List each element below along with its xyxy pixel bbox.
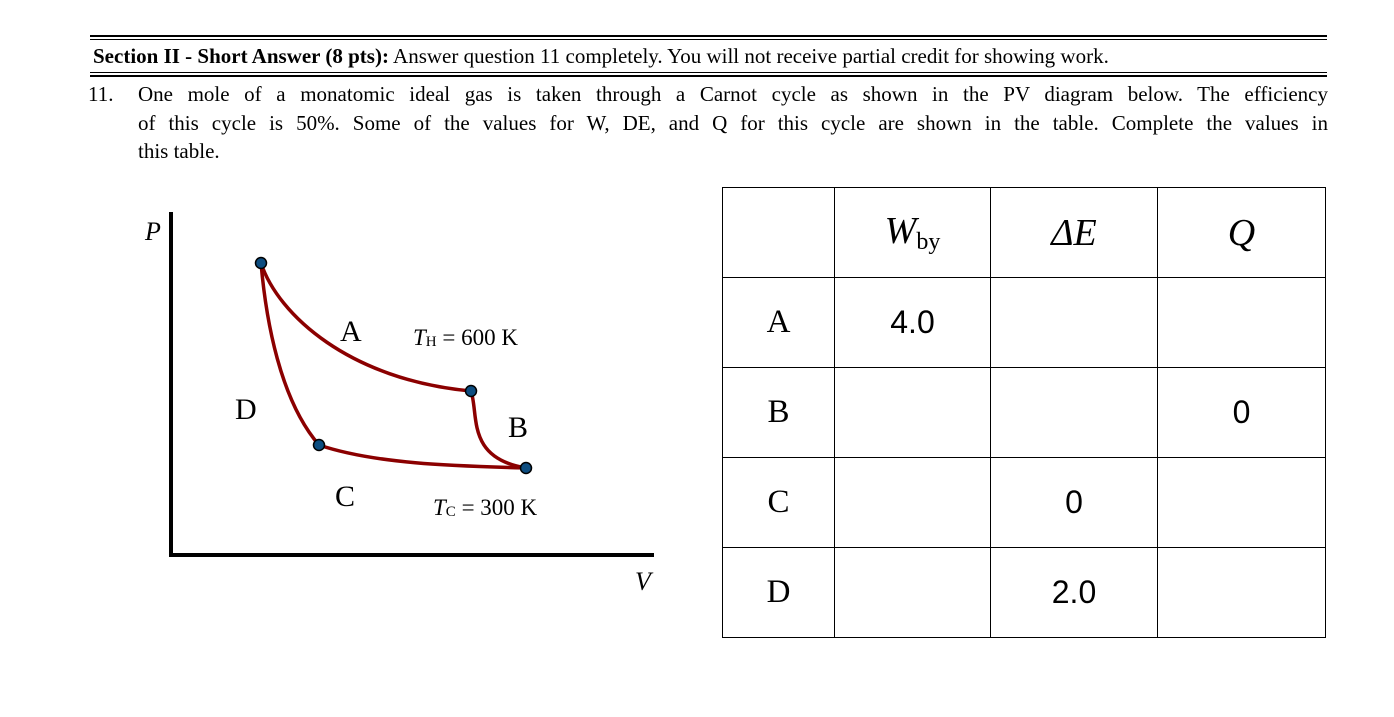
label-d: D (235, 393, 257, 426)
mid-rule-thick (90, 75, 1327, 77)
delta-e-cell (991, 278, 1158, 368)
table-row (723, 368, 1326, 458)
row-label: C (723, 458, 835, 548)
question-text (138, 80, 1328, 166)
header-work: $W_{by}$ (835, 188, 991, 278)
top-rule-thin (90, 39, 1327, 40)
section-header (93, 43, 1329, 69)
header-heat: Q (1158, 188, 1326, 278)
state-point (256, 258, 267, 269)
mid-rule-thin (90, 72, 1327, 73)
delta-e-cell: 0 (991, 458, 1158, 548)
work-cell (835, 458, 991, 548)
row-label: D (723, 548, 835, 638)
table-row (723, 278, 1326, 368)
header-delta-e: ΔE (991, 188, 1158, 278)
table-row (723, 458, 1326, 548)
question-line-2: of this cycle is 50%. Some of the values for W, DE, and Q for this cycle are shown in the table. Complete the values in (138, 110, 1328, 135)
label-a: A (340, 315, 362, 348)
question-line-1: One mole of a monatomic ideal gas is taken through a Carnot cycle as shown in the PV diagram below. The efficiency (138, 82, 1328, 106)
state-point (521, 463, 532, 474)
work-cell (835, 548, 991, 638)
delta-e-cell: 2.0 (991, 548, 1158, 638)
heat-cell (1158, 278, 1326, 368)
row-label: B (723, 368, 835, 458)
top-rule-thick (90, 35, 1327, 37)
p-axis-label: P (145, 217, 161, 246)
cold-temp-label: TC = 300 K (433, 495, 538, 520)
section-title: Section II - Short Answer (8 pts): (93, 44, 389, 68)
table-row (723, 548, 1326, 638)
pv-diagram (130, 200, 670, 600)
delta-e-cell (991, 368, 1158, 458)
label-c: C (335, 480, 356, 513)
question-line-3: this table. (138, 139, 220, 163)
label-b: B (508, 411, 529, 444)
question-11 (88, 80, 1328, 166)
work-cell (835, 368, 991, 458)
heat-cell: 0 (1158, 368, 1326, 458)
row-label: A (723, 278, 835, 368)
cycle-table (722, 187, 1326, 638)
process-d-curve (261, 263, 319, 445)
heat-cell (1158, 458, 1326, 548)
header-blank (723, 188, 835, 278)
table-header-row (723, 188, 1326, 278)
work-cell: 4.0 (835, 278, 991, 368)
heat-cell (1158, 548, 1326, 638)
section-instructions: Answer question 11 completely. You will not receive partial credit for showing work. (393, 44, 1109, 68)
hot-temp-label: TH = 600 K (413, 325, 518, 350)
state-point (466, 386, 477, 397)
state-point (314, 440, 325, 451)
v-axis-label: V (635, 567, 651, 596)
question-number: 11. (88, 82, 114, 106)
